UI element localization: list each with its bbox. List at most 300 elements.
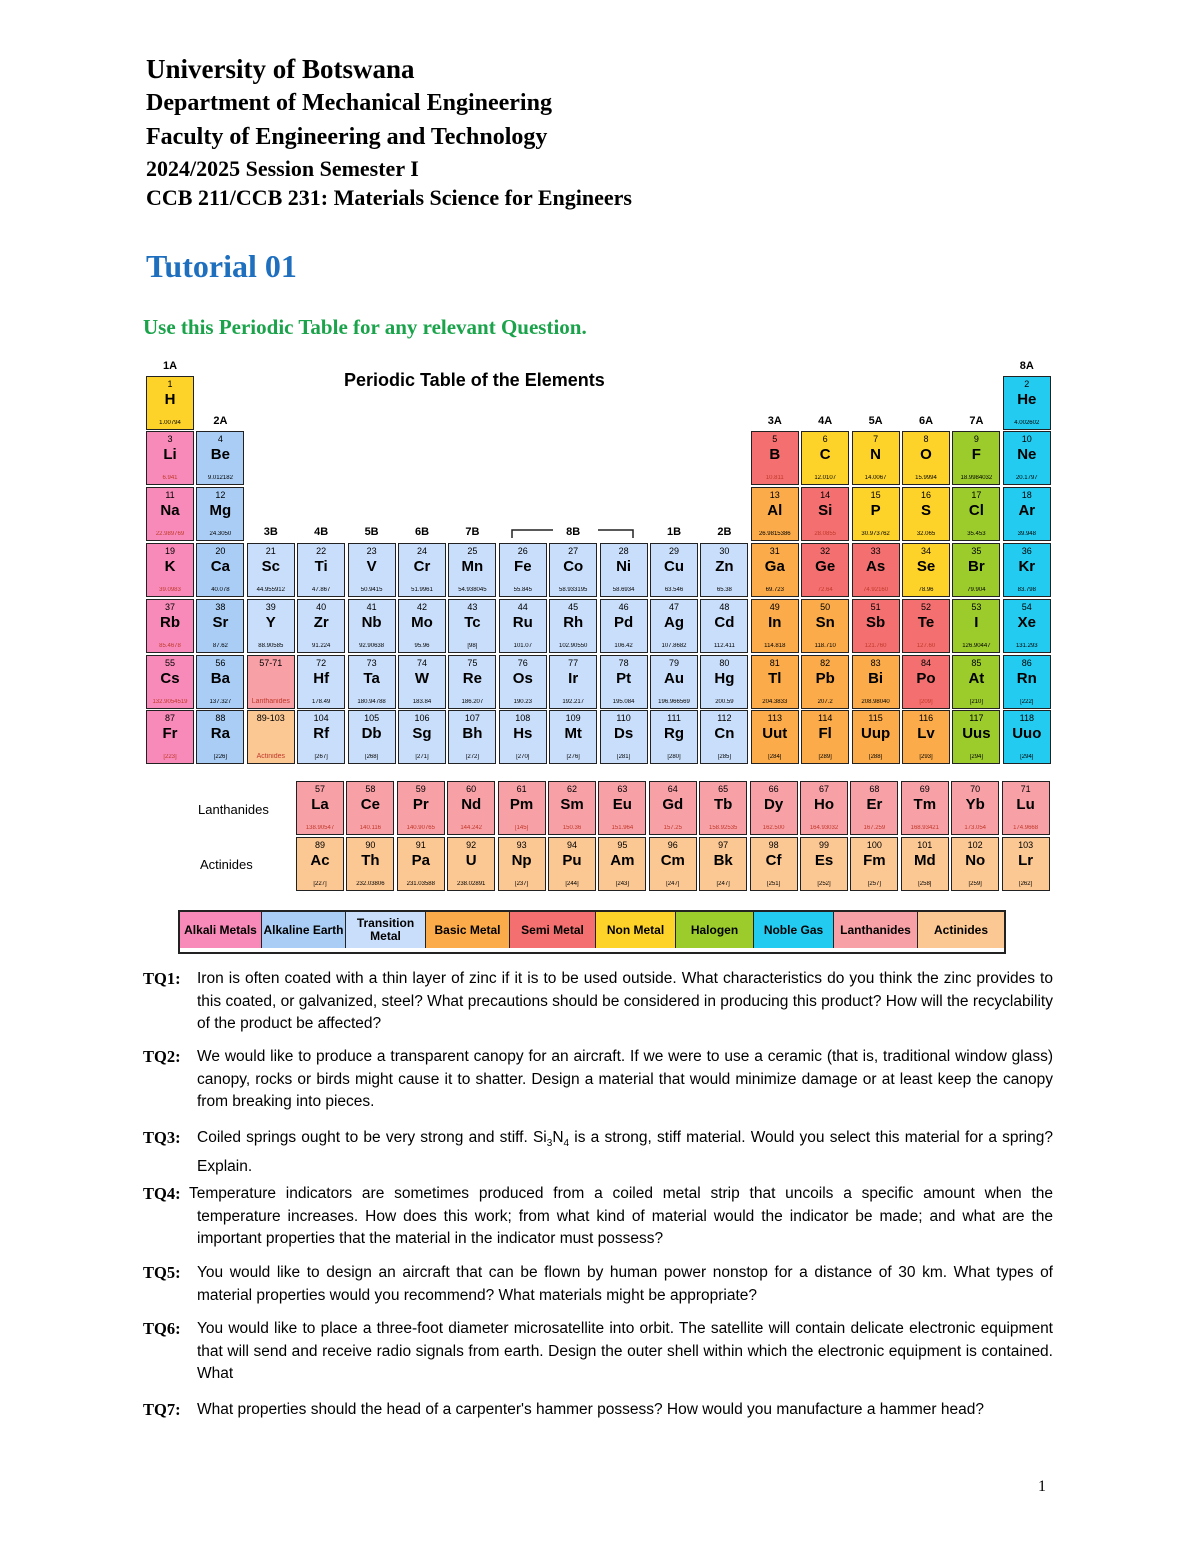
element-i (952, 599, 1000, 653)
atomic-number: 95 (617, 840, 628, 850)
atomic-mass: [98] (467, 643, 478, 649)
element-te (902, 599, 950, 653)
atomic-number: 81 (769, 658, 780, 668)
atomic-mass: 138.90547 (305, 825, 335, 831)
question-tag: TQ1: (143, 969, 181, 988)
atomic-mass: 140.90765 (406, 825, 435, 831)
atomic-number: 49 (769, 602, 780, 612)
atomic-number: 22 (316, 546, 327, 556)
group-label-5b: 5B (364, 526, 379, 538)
atomic-mass: [251] (766, 881, 781, 887)
element-symbol: Na (160, 502, 180, 519)
element-symbol: Ds (614, 725, 634, 742)
element-symbol: Ga (764, 558, 785, 575)
atomic-mass: [145] (514, 825, 529, 831)
element-au (650, 655, 698, 709)
atomic-number: 33 (870, 546, 881, 556)
element-tc (448, 599, 496, 653)
element-symbol: Tb (714, 796, 733, 813)
element-symbol: Pd (614, 614, 634, 631)
element-symbol: Cm (660, 852, 685, 869)
element-ce (346, 781, 394, 835)
atomic-number: 52 (920, 602, 931, 612)
course-title: CCB 211/CCB 231: Materials Science for Engineers (146, 185, 632, 210)
element-symbol: H (164, 391, 176, 408)
atomic-number: 23 (366, 546, 377, 556)
atomic-number: 54 (1021, 602, 1032, 612)
atomic-number: 36 (1021, 546, 1032, 556)
element-symbol: Uus (962, 725, 991, 742)
element-symbol: Nb (361, 614, 382, 631)
atomic-number: 42 (416, 602, 427, 612)
element-md (901, 837, 949, 891)
atomic-mass: 74.92160 (863, 587, 889, 593)
atomic-number: 57 (314, 784, 325, 794)
atomic-mass: [268] (364, 754, 379, 760)
atomic-number: 77 (568, 658, 579, 668)
element-symbol: Uup (861, 725, 891, 742)
session-label: 2024/2025 Session Semester I (146, 156, 419, 181)
group-label-7b: 7B (465, 526, 480, 538)
legend-lanthanide: Lanthanides (834, 912, 918, 948)
question-text: What properties should the head of a carpenter's hammer possess? How would you manufacture a hammer head? (197, 1401, 984, 1418)
atomic-mass: 208.98040 (861, 699, 890, 705)
atomic-mass: 158.92535 (709, 825, 738, 831)
atomic-mass: 20.1797 (1015, 475, 1038, 481)
atomic-number: 92 (466, 840, 477, 850)
element-symbol: Au (664, 670, 684, 687)
element-symbol: Os (512, 670, 533, 687)
element-symbol: No (965, 852, 986, 869)
question-text: Coiled springs ought to be very strong and stiff. $Si_3N_4$ is a strong, stiff material. Would you select this material for a spring? Explain. (197, 1129, 1053, 1175)
atomic-number: 39 (265, 602, 276, 612)
element-symbol: Sn (815, 614, 835, 631)
atomic-mass: 190.23 (513, 699, 532, 705)
atomic-number: 102 (967, 840, 983, 850)
atomic-number: 16 (920, 490, 931, 500)
atomic-number: 96 (667, 840, 678, 850)
element-mn (448, 543, 496, 597)
atomic-mass: 55.845 (513, 587, 532, 593)
atomic-number: 20 (215, 546, 226, 556)
atomic-mass: 101.07 (513, 643, 532, 649)
question-text: Temperature indicators are sometimes produced from a coiled metal strip that uncoils a specific amount when the temperature increases. How does this work; from what kind of material would the indicator be made; and what are the important properties that the material in the indicator must possess? (189, 1185, 1053, 1247)
atomic-mass: 92.90638 (359, 643, 385, 649)
atomic-mass: [259] (968, 881, 982, 887)
atomic-number: 25 (467, 546, 478, 556)
element-symbol: Uut (762, 725, 788, 742)
element-n (852, 431, 900, 485)
element-sm (548, 781, 596, 835)
atomic-mass: 144.242 (460, 825, 483, 831)
element-symbol: Se (916, 558, 936, 575)
atomic-mass: 118.710 (814, 643, 836, 649)
atomic-number: 70 (970, 784, 981, 794)
atomic-number: 110 (616, 713, 631, 723)
element-symbol: Ce (360, 796, 380, 813)
element-hs (499, 710, 547, 764)
atomic-mass: [294] (1020, 754, 1034, 760)
element-dy (750, 781, 798, 835)
atomic-mass: 150.36 (562, 825, 582, 831)
element-symbol: Bh (462, 725, 483, 742)
element-y (247, 599, 295, 653)
atomic-number: 30 (719, 546, 730, 556)
element-symbol: Pa (411, 852, 430, 869)
question-tq2 (143, 1046, 1053, 1114)
element-li (146, 431, 194, 485)
element-zn (700, 543, 748, 597)
atomic-number: 100 (866, 840, 882, 850)
question-tq3 (143, 1127, 1053, 1178)
atomic-mass: 44.955912 (256, 587, 285, 593)
atomic-number: 62 (566, 784, 577, 794)
question-text: Iron is often coated with a thin layer of zinc if it is to be used outside. What characteristics do you think the zinc provides to this coated, or galvanized, steel? What precautions should be considered in producing this product? How will the recyclability of the product be affected? (197, 970, 1053, 1032)
element-re (448, 655, 496, 709)
element-symbol: Tl (768, 670, 782, 687)
atomic-mass: 106.42 (614, 643, 633, 649)
atomic-mass: 102.90550 (559, 643, 588, 649)
element-symbol: Mo (411, 614, 433, 631)
atomic-number: 57-71 (259, 658, 283, 668)
element-mg (196, 487, 244, 541)
atomic-mass: 4.002602 (1014, 420, 1040, 426)
atomic-mass: 95.96 (414, 643, 430, 649)
atomic-number: 113 (767, 713, 782, 723)
atomic-number: 61 (516, 784, 527, 794)
question-tq6 (143, 1318, 1053, 1386)
element-symbol: Bk (713, 852, 733, 869)
element-symbol: Lv (917, 725, 935, 742)
element-f (952, 431, 1000, 485)
element-symbol: Th (361, 852, 380, 869)
atomic-number: 78 (618, 658, 629, 668)
element-symbol: Ge (815, 558, 836, 575)
atomic-number: 91 (415, 840, 426, 850)
element-cd (700, 599, 748, 653)
atomic-number: 26 (517, 546, 528, 556)
atomic-number: 18 (1021, 490, 1032, 500)
element-symbol: Pu (562, 852, 582, 869)
group-label-6b: 6B (414, 526, 430, 538)
question-tag: TQ4: (143, 1184, 181, 1203)
atomic-number: 46 (618, 602, 629, 612)
element-ta (348, 655, 396, 709)
element-symbol: F (971, 446, 981, 463)
atomic-mass: [247] (716, 881, 730, 887)
question-text: You would like to design an aircraft that can be flown by human power nonstop for a distance of 30 km. What types of material properties would you recommend? What materials might be appropriate? (197, 1264, 1053, 1304)
group-label-2a: 2A (213, 415, 228, 427)
element-symbol: Eu (612, 796, 632, 813)
atomic-number: 53 (971, 602, 982, 612)
element-pr (397, 781, 445, 835)
element-fm (850, 837, 898, 891)
element-symbol: Hs (513, 725, 533, 742)
atomic-mass: 183.84 (412, 699, 432, 705)
element-symbol: Bi (868, 670, 884, 687)
atomic-mass: 28.0855 (814, 531, 837, 537)
group-label-8a: 8A (1019, 360, 1034, 372)
group-label-2b: 2B (717, 526, 732, 538)
atomic-number: 105 (364, 713, 380, 723)
group-label-3b: 3B (263, 526, 278, 538)
group-label-6a: 6A (918, 415, 934, 427)
element-si (801, 487, 849, 541)
element-sr (196, 599, 244, 653)
element-symbol: Yb (965, 796, 985, 813)
element-ge (801, 543, 849, 597)
atomic-mass: [244] (565, 881, 579, 887)
group-label-1b: 1B (666, 526, 682, 538)
atomic-number: 74 (416, 658, 427, 668)
element-rh (549, 599, 597, 653)
atomic-number: 104 (313, 713, 329, 723)
question-tq5 (143, 1262, 1053, 1307)
element-symbol: Cr (413, 558, 431, 575)
element-symbol: W (414, 670, 430, 687)
element-symbol: Nd (461, 796, 482, 813)
atomic-mass: [258] (918, 881, 932, 887)
element-rf (297, 710, 345, 764)
element-ds (600, 710, 648, 764)
element-ca (196, 543, 244, 597)
legend-nonmetal: Non Metal (596, 912, 676, 948)
atomic-number: 60 (466, 784, 477, 794)
group-label-4a: 4A (818, 415, 833, 427)
atomic-number: 71 (1020, 784, 1031, 794)
element-symbol: Al (767, 502, 783, 519)
element-mo (398, 599, 446, 653)
tutorial-title: Tutorial 01 (146, 248, 297, 284)
element-pb (801, 655, 849, 709)
question-tq7 (143, 1399, 1053, 1422)
element-ni (600, 543, 648, 597)
element-ga (751, 543, 799, 597)
atomic-number: 116 (918, 713, 934, 723)
element-co (549, 543, 597, 597)
element-symbol: Hg (714, 670, 735, 687)
element-symbol: Po (916, 670, 936, 687)
element-o (902, 431, 950, 485)
atomic-number: 14 (820, 490, 831, 500)
legend-noble: Noble Gas (754, 912, 834, 948)
element-ar (1003, 487, 1051, 541)
atomic-number: 73 (366, 658, 377, 668)
element-symbol: Cn (714, 725, 735, 742)
atomic-mass: 83.798 (1017, 587, 1036, 593)
faculty-name: Faculty of Engineering and Technology (146, 124, 548, 150)
element-symbol: Rf (313, 725, 330, 742)
atomic-number: 84 (920, 658, 931, 668)
atomic-number: 88 (215, 713, 226, 723)
element-symbol: Ir (568, 670, 579, 687)
element-nd (447, 781, 495, 835)
atomic-mass: [288] (868, 754, 883, 760)
atomic-number: 6 (822, 434, 828, 444)
group-label-7a: 7A (969, 415, 984, 427)
atomic-number: 99 (818, 840, 829, 850)
element-symbol: N (870, 446, 882, 463)
element-symbol: Dy (764, 796, 784, 813)
element-br (952, 543, 1000, 597)
element-hg (700, 655, 748, 709)
atomic-number: 3 (167, 434, 173, 444)
question-tag: TQ7: (143, 1400, 181, 1419)
element-symbol: Er (866, 796, 883, 813)
element-symbol: Fl (818, 725, 832, 742)
atomic-mass: 157.25 (663, 825, 682, 831)
element-symbol: Ba (210, 670, 230, 687)
atomic-mass: 14.0067 (864, 475, 887, 481)
atomic-mass: 39.0983 (159, 587, 181, 593)
element-symbol: Np (511, 852, 532, 869)
atomic-mass: 121.760 (864, 643, 887, 649)
atomic-number: 103 (1018, 840, 1034, 850)
element-symbol: Cl (968, 502, 984, 519)
periodic-table-title: Periodic Table of the Elements (344, 370, 605, 390)
element-rg (650, 710, 698, 764)
atomic-mass: [222] (1020, 699, 1034, 705)
element-be (196, 431, 244, 485)
element-symbol: Fr (162, 725, 178, 742)
legend-semi: Semi Metal (510, 912, 596, 948)
element-symbol: Sr (212, 614, 229, 631)
atomic-mass: 78.96 (918, 587, 934, 593)
atomic-mass: [226] (213, 754, 228, 760)
atomic-number: 118 (1019, 713, 1034, 723)
element-xe (1003, 599, 1051, 653)
element-symbol: Br (968, 558, 985, 575)
element-symbol: Tm (913, 796, 937, 813)
element-rn (1003, 655, 1051, 709)
atomic-mass: [209] (919, 699, 933, 705)
element-symbol: La (311, 796, 329, 813)
element-symbol: P (870, 502, 881, 519)
atomic-number: 21 (265, 546, 276, 556)
element-eu (598, 781, 646, 835)
atomic-mass: 63.546 (664, 587, 684, 593)
question-tq4 (143, 1183, 1053, 1251)
atomic-mass: [281] (616, 754, 631, 760)
atomic-mass: 126.90447 (962, 643, 991, 649)
atomic-mass: [252] (817, 881, 831, 887)
atomic-mass: 54.938045 (458, 587, 487, 593)
atomic-mass: 186.207 (461, 699, 484, 705)
element-th (346, 837, 394, 891)
lanthanides-row-label: Lanthanides (198, 802, 269, 817)
element-er (850, 781, 898, 835)
atomic-mass: 6.941 (162, 475, 178, 481)
actinides-row-label: Actinides (200, 857, 253, 872)
element-rb (146, 599, 194, 653)
group-label-3a: 3A (767, 415, 782, 427)
atomic-mass: 231.03588 (406, 881, 435, 887)
element-cr (398, 543, 446, 597)
element-p (852, 487, 900, 541)
atomic-mass: 192.217 (562, 699, 585, 705)
atomic-number: 34 (920, 546, 931, 556)
element-al (751, 487, 799, 541)
atomic-number: 98 (768, 840, 779, 850)
atomic-mass: 30.973762 (861, 531, 890, 537)
element-symbol: U (465, 852, 477, 869)
atomic-number: 82 (820, 658, 831, 668)
element-uut (751, 710, 799, 764)
element-symbol: Ra (210, 725, 230, 742)
element-os (499, 655, 547, 709)
atomic-mass: [210] (969, 699, 984, 705)
element-np (498, 837, 546, 891)
atomic-mass: 178.49 (312, 699, 331, 705)
atomic-number: 8 (923, 434, 929, 444)
atomic-mass: 162.500 (762, 825, 785, 831)
element-lu (1002, 781, 1050, 835)
legend-basic: Basic Metal (426, 912, 510, 948)
atomic-number: 80 (719, 658, 730, 668)
atomic-number: 47 (668, 602, 679, 612)
element-symbol: Y (265, 614, 276, 631)
atomic-mass: [294] (969, 754, 984, 760)
element-ag (650, 599, 698, 653)
question-tag: TQ6: (143, 1319, 181, 1338)
atomic-number: 32 (820, 546, 831, 556)
atomic-mass: Lanthanides (251, 698, 290, 705)
atomic-mass: [223] (163, 754, 177, 760)
element-no (951, 837, 999, 891)
atomic-number: 51 (870, 602, 881, 612)
atomic-mass: 151.964 (611, 825, 634, 831)
atomic-number: 56 (215, 658, 226, 668)
atomic-mass: 12.0107 (814, 475, 837, 481)
atomic-mass: Actinides (256, 753, 285, 760)
legend-alkali: Alkali Metals (180, 912, 262, 948)
atomic-number: 67 (818, 784, 829, 794)
element-u (447, 837, 495, 891)
question-tag: TQ5: (143, 1263, 181, 1282)
atomic-number: 55 (164, 658, 175, 668)
element-symbol: Am (610, 852, 635, 869)
element-cu (650, 543, 698, 597)
atomic-mass: 22.989769 (155, 531, 185, 537)
atomic-number: 93 (516, 840, 527, 850)
element-symbol: Sc (261, 558, 280, 575)
atomic-number: 117 (969, 713, 984, 723)
atomic-mass: 91.224 (312, 643, 331, 649)
atomic-mass: [247] (666, 881, 680, 887)
atomic-number: 68 (869, 784, 880, 794)
atomic-mass: 167.259 (863, 825, 886, 831)
atomic-mass: 65.38 (716, 587, 732, 593)
element-symbol: Zr (313, 614, 329, 631)
atomic-number: 64 (667, 784, 678, 794)
element-symbol: At (968, 670, 985, 687)
atomic-number: 43 (467, 602, 478, 612)
element-symbol: Mg (209, 502, 232, 519)
element-at (952, 655, 1000, 709)
atomic-mass: 107.8682 (661, 643, 687, 649)
atomic-number: 24 (416, 546, 427, 556)
atomic-mass: 173.054 (964, 825, 987, 831)
atomic-mass: 79.904 (967, 587, 986, 593)
element-symbol: Lr (1018, 852, 1034, 869)
question-text: You would like to place a three-foot diameter microsatellite into orbit. The satellite will contain delicate electronic equipment that will send and receive radio signals from earth. Design the outer shell within which the electronic equipment is contained. What (197, 1320, 1053, 1382)
element-cf (750, 837, 798, 891)
element-symbol: Li (163, 446, 177, 463)
element-symbol: B (769, 446, 781, 463)
element-symbol: Re (462, 670, 482, 687)
legend-actinide: Actinides (918, 912, 1004, 948)
question-tag: TQ2: (143, 1047, 181, 1066)
